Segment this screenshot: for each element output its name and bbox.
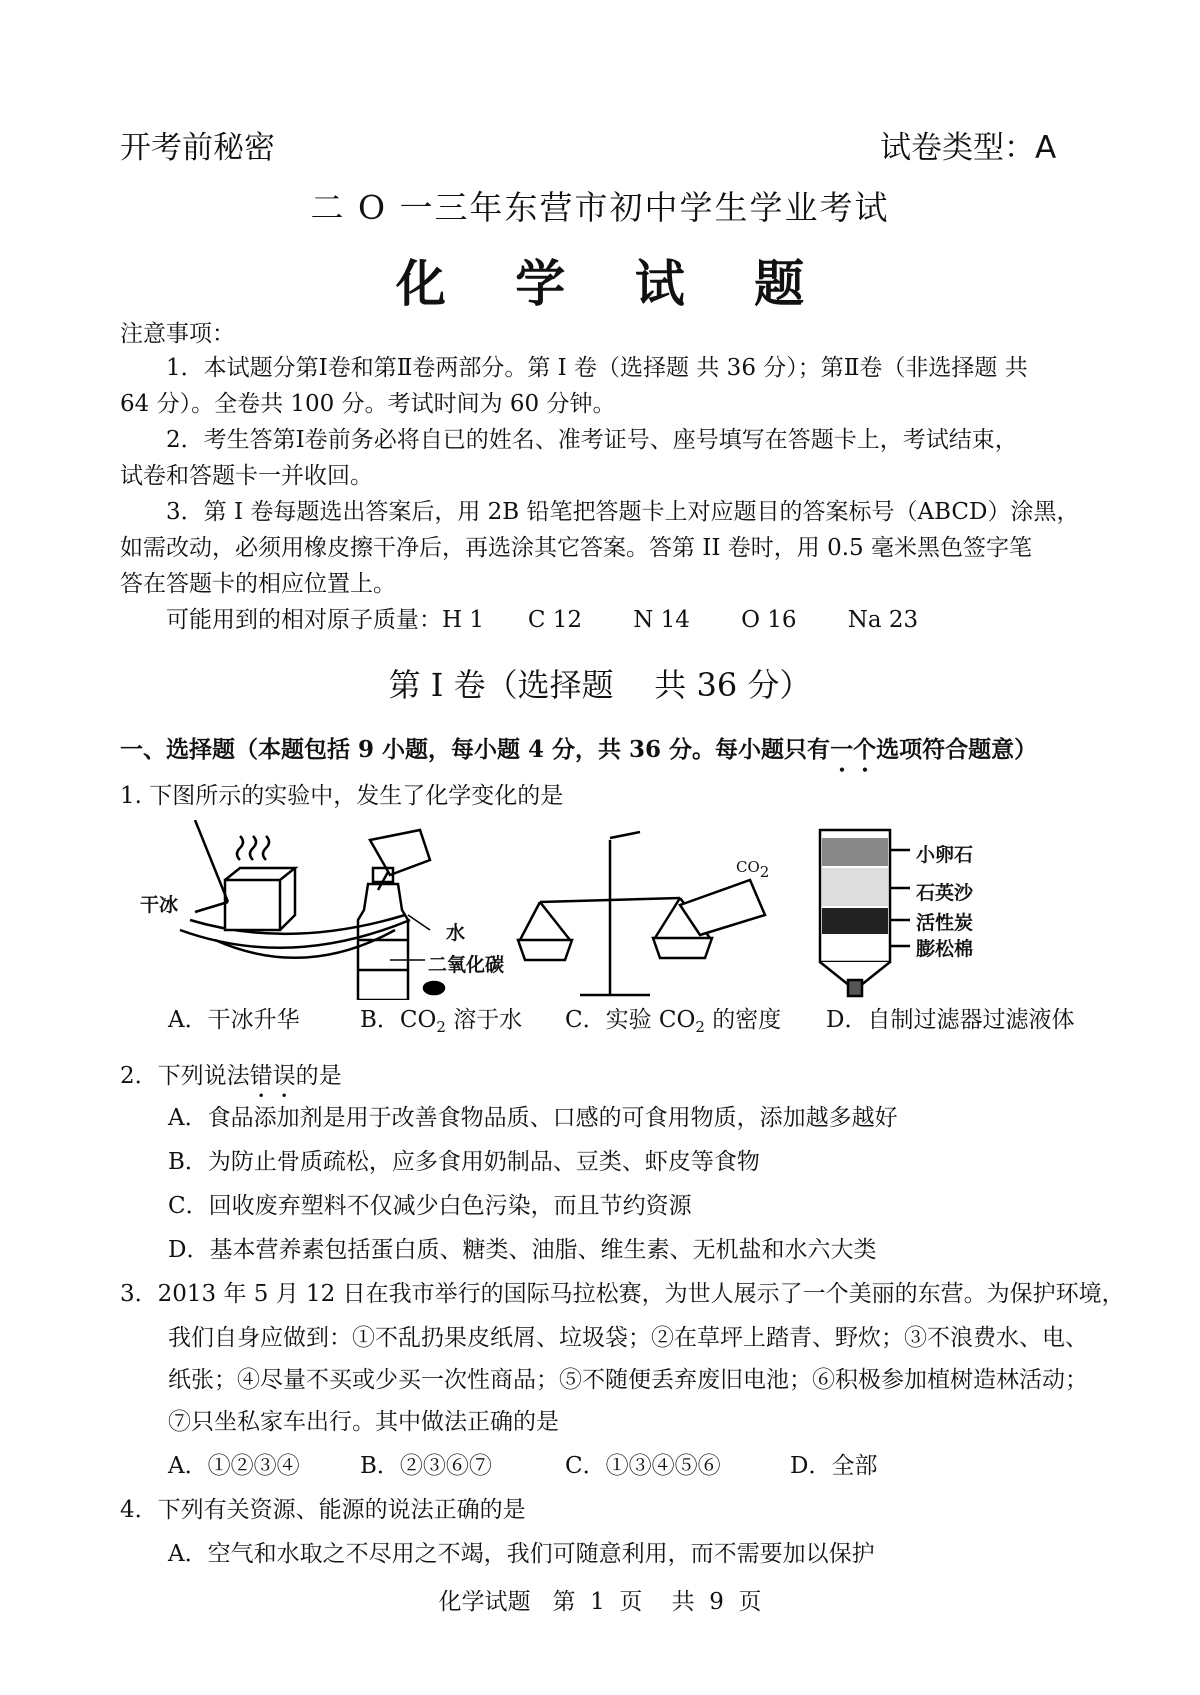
filter-figure <box>820 830 910 996</box>
q2-option-b: B．为防止骨质疏松，应多食用奶制品、豆类、虾皮等食物 <box>168 1149 760 1175</box>
exam-name: 二 O 一三年东营市初中学生学业考试 <box>310 188 890 227</box>
fig-d-layer-2: 石英沙 <box>916 882 974 904</box>
q1-option-b <box>360 1004 522 1036</box>
q1-option-b-pre: B．CO <box>360 1007 437 1033</box>
q3-line-1: 3．2013 年 5 月 12 日在我市举行的国际马拉松赛，为世人展示了一个美丽的东营。为保护环境， <box>120 1281 1125 1307</box>
fig-b-water-label: 水 <box>446 922 466 944</box>
section-1-heading-pre: 一、选择题（本题包括 9 小题，每小题 4 分，共 36 分。每小题只有 <box>120 736 831 763</box>
notice-item-2-line-2: 试卷和答题卡一并收回。 <box>120 463 373 489</box>
part-1-title: 第 I 卷（选择题 共 36 分） <box>388 666 812 704</box>
section-1-heading-post: 选项符合题意） <box>876 736 1038 763</box>
page-footer: 化学试题 第 1 页 共 9 页 <box>438 1589 762 1615</box>
secret-label: 开考前秘密 <box>120 130 275 166</box>
notice-item-3-line-1: 3．第 I 卷每题选出答案后，用 2B 铅笔把答题卡上对应题目的答案标号（ABCD）涂黑， <box>166 499 1080 525</box>
q3-line-2: 我们自身应做到：①不乱扔果皮纸屑、垃圾袋；②在草坪上踏青、野炊；③不浪费水、电、 <box>168 1325 1088 1351</box>
q1-option-a: A．干冰升华 <box>168 1007 300 1033</box>
paper-type-label: 试卷类型：A <box>880 130 1057 166</box>
fig-c-gas-subscript: 2 <box>759 863 770 881</box>
fig-a-label: 干冰 <box>140 894 179 916</box>
notice-item-3-line-2: 如需改动，必须用橡皮擦干净后，再选涂其它答案。答第 II 卷时，用 0.5 毫米黑色签字笔 <box>120 535 1032 561</box>
q2-stem-emphasis: 错误 <box>249 1063 296 1089</box>
notice-item-1-line-1: 1．本试题分第Ⅰ卷和第Ⅱ卷两部分。第 I 卷（选择题 共 36 分）；第Ⅱ卷（非选择题 共 <box>166 355 1028 381</box>
q1-option-c-sub: 2 <box>695 1018 705 1036</box>
section-1-heading-emphasis: 一个 <box>830 736 877 763</box>
q3-option-b: B．②③⑥⑦ <box>360 1453 492 1479</box>
q3-line-4: ⑦只坐私家车出行。其中做法正确的是 <box>168 1409 559 1435</box>
q1-stem: 1. 下图所示的实验中，发生了化学变化的是 <box>120 783 564 809</box>
notice-item-2-line-1: 2．考生答第Ⅰ卷前务必将自已的姓名、准考证号、座号填写在答题卡上，考试结束， <box>166 427 1018 453</box>
subject-title: 化 学 试 题 <box>395 255 831 313</box>
dry-ice-figure <box>180 820 410 958</box>
fig-d-layer-4: 膨松棉 <box>916 938 974 960</box>
fig-b-gas-label: 二氧化碳 <box>428 954 505 976</box>
q1-option-c-pre: C．实验 CO <box>565 1007 696 1033</box>
q1-option-b-sub: 2 <box>436 1018 446 1036</box>
notice-item-3-line-3: 答在答题卡的相应位置上。 <box>120 571 396 597</box>
q2-option-d: D．基本营养素包括蛋白质、糖类、油脂、维生素、无机盐和水六大类 <box>168 1237 877 1263</box>
q4-stem: 4．下列有关资源、能源的说法正确的是 <box>120 1497 526 1523</box>
q2-stem-post: 的是 <box>295 1063 342 1089</box>
q1-option-c <box>565 1004 781 1036</box>
q2-stem <box>120 1060 342 1103</box>
q3-line-3: 纸张；④尽量不买或少买一次性商品；⑤不随便丢弃废旧电池；⑥积极参加植树造林活动； <box>168 1367 1088 1393</box>
atomic-mass-line: 可能用到的相对原子质量：H 1 C 12 N 14 O 16 Na 23 <box>166 607 919 633</box>
q1-option-d: D．自制过滤器过滤液体 <box>826 1007 1075 1033</box>
q1-option-c-post: 的密度 <box>704 1007 782 1033</box>
fig-d-layer-1: 小卵石 <box>916 844 974 866</box>
q2-option-c: C．回收废弃塑料不仅减少白色污染，而且节约资源 <box>168 1193 692 1219</box>
q1-option-b-post: 溶于水 <box>445 1007 523 1033</box>
fig-c-gas-label <box>736 858 770 881</box>
section-1-heading <box>120 734 1037 777</box>
q3-option-a: A．①②③④ <box>168 1453 300 1479</box>
fig-d-layer-3: 活性炭 <box>916 912 974 934</box>
q3-option-d: D．全部 <box>790 1453 878 1479</box>
q3-option-c: C．①③④⑤⑥ <box>565 1453 721 1479</box>
q4-option-a: A．空气和水取之不尽用之不竭，我们可随意利用，而不需要加以保护 <box>168 1541 875 1567</box>
notice-heading: 注意事项： <box>120 321 235 347</box>
balance-figure <box>518 832 765 995</box>
q2-option-a: A．食品添加剂是用于改善食物品质、口感的可食用物质，添加越多越好 <box>168 1105 898 1131</box>
notice-item-1-line-2: 64 分）。全卷共 100 分。考试时间为 60 分钟。 <box>120 391 616 417</box>
q2-stem-pre: 2．下列说法 <box>120 1063 250 1089</box>
fig-c-gas-text: CO <box>736 858 760 876</box>
